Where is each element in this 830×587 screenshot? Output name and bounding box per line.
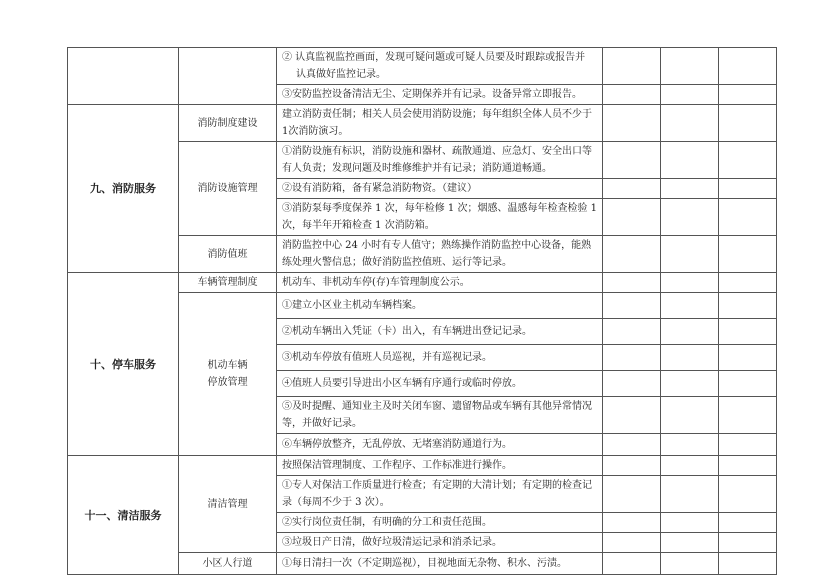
subcategory-fire-duty: 消防值班 bbox=[179, 236, 277, 273]
requirement-cell: ③消防泵每季度保养 1 次，每年检修 1 次；烟感、温感每年检查检验 1 次，每半年开箱检查 1 次消防箱。 bbox=[277, 199, 603, 236]
category-parking-service: 十、停车服务 bbox=[68, 273, 179, 456]
check-cell bbox=[603, 533, 661, 553]
check-cell bbox=[719, 293, 777, 319]
subcategory-line: 机动车辆 bbox=[207, 360, 248, 371]
requirement-cell bbox=[277, 85, 603, 105]
requirement-cell: ①每日清扫一次（不定期巡视），目视地面无杂物、积水、污渍。 bbox=[277, 553, 603, 575]
check-cell bbox=[719, 236, 777, 273]
category-fire-service: 九、消防服务 bbox=[68, 105, 179, 273]
subcategory-cleaning-management: 清洁管理 bbox=[179, 456, 277, 553]
check-cell bbox=[661, 476, 719, 513]
check-cell bbox=[719, 553, 777, 575]
check-cell bbox=[661, 456, 719, 476]
check-cell bbox=[603, 105, 661, 142]
check-cell bbox=[603, 397, 661, 434]
check-cell bbox=[719, 456, 777, 476]
check-cell bbox=[603, 273, 661, 293]
check-cell bbox=[719, 273, 777, 293]
check-cell bbox=[603, 293, 661, 319]
check-cell bbox=[603, 48, 661, 85]
check-cell bbox=[661, 199, 719, 236]
check-cell bbox=[719, 397, 777, 434]
check-cell bbox=[661, 236, 719, 273]
requirement-cell: ⑥车辆停放整齐，无乱停放、无堵塞消防通道行为。 bbox=[277, 434, 603, 456]
check-cell bbox=[661, 273, 719, 293]
check-cell bbox=[719, 48, 777, 85]
check-cell bbox=[603, 236, 661, 273]
requirement-cell: 机动车、非机动车停(存)车管理制度公示。 bbox=[277, 273, 603, 293]
subcategory-cell-empty bbox=[179, 48, 277, 105]
check-cell bbox=[719, 142, 777, 179]
requirement-cell: ②实行岗位责任制，有明确的分工和责任范围。 bbox=[277, 513, 603, 533]
requirement-cell bbox=[277, 48, 603, 85]
category-cell-empty bbox=[68, 48, 179, 105]
check-cell bbox=[661, 85, 719, 105]
requirement-cell: ③机动车停放有值班人员巡视，并有巡视记录。 bbox=[277, 345, 603, 371]
table-row bbox=[68, 273, 777, 293]
check-cell bbox=[719, 85, 777, 105]
check-cell bbox=[719, 179, 777, 199]
requirement-cell: ①消防设施有标识，消防设施和器材、疏散通道、应急灯、安全出口等有人负责；发现问题及时维修维护并有记录；消防通道畅通。 bbox=[277, 142, 603, 179]
check-cell bbox=[661, 105, 719, 142]
check-cell bbox=[661, 371, 719, 397]
check-cell bbox=[719, 371, 777, 397]
table-row bbox=[68, 105, 777, 142]
subcategory-fire-facilities: 消防设施管理 bbox=[179, 142, 277, 236]
check-cell bbox=[603, 179, 661, 199]
requirement-line: ② 认真监视监控画面，发现可疑问题或可疑人员要及时跟踪或报告并 bbox=[282, 52, 586, 63]
check-cell bbox=[661, 319, 719, 345]
check-cell bbox=[719, 513, 777, 533]
check-cell bbox=[603, 142, 661, 179]
check-cell bbox=[661, 179, 719, 199]
check-cell bbox=[661, 345, 719, 371]
requirement-cell: ④值班人员要引导进出小区车辆有序通行或临时停放。 bbox=[277, 371, 603, 397]
check-cell bbox=[661, 434, 719, 456]
requirement-cell: ①专人对保洁工作质量进行检查；有定期的大清计划；有定期的检查记录（每周不少于 3 次）。 bbox=[277, 476, 603, 513]
check-cell bbox=[603, 553, 661, 575]
check-cell bbox=[661, 513, 719, 533]
category-cleaning-service: 十一、清洁服务 bbox=[68, 456, 179, 575]
requirement-cell: ③垃圾日产日清，做好垃圾清运记录和消杀记录。 bbox=[277, 533, 603, 553]
check-cell bbox=[661, 142, 719, 179]
requirement-cell: ①建立小区业主机动车辆档案。 bbox=[277, 293, 603, 319]
requirement-cell: ②机动车辆出入凭证（卡）出入，有车辆进出登记记录。 bbox=[277, 319, 603, 345]
requirement-cell: ⑤及时提醒、通知业主及时关闭车窗、遗留物品或车辆有其他异常情况等，并做好记录。 bbox=[277, 397, 603, 434]
check-cell bbox=[719, 319, 777, 345]
subcategory-vehicle-rules: 车辆管理制度 bbox=[179, 273, 277, 293]
check-cell bbox=[603, 513, 661, 533]
check-cell bbox=[603, 456, 661, 476]
check-cell bbox=[661, 48, 719, 85]
check-cell bbox=[603, 345, 661, 371]
requirement-cell: ②设有消防箱，备有紧急消防物资。（建议） bbox=[277, 179, 603, 199]
table-row bbox=[68, 48, 777, 85]
check-cell bbox=[719, 476, 777, 513]
check-cell bbox=[661, 397, 719, 434]
check-cell bbox=[603, 371, 661, 397]
check-cell bbox=[719, 199, 777, 236]
subcategory-vehicle-parking bbox=[179, 293, 277, 456]
check-cell bbox=[603, 199, 661, 236]
lower-table bbox=[67, 272, 777, 575]
subcategory-fire-system: 消防制度建设 bbox=[179, 105, 277, 142]
check-cell bbox=[603, 476, 661, 513]
check-cell bbox=[603, 85, 661, 105]
check-cell bbox=[661, 293, 719, 319]
table-row bbox=[68, 456, 777, 476]
check-cell bbox=[661, 533, 719, 553]
check-cell bbox=[719, 533, 777, 553]
requirement-cell: 消防监控中心 24 小时有专人值守；熟练操作消防监控中心设备，能熟练处理火警信息；做好消防监控值班、运行等记录。 bbox=[277, 236, 603, 273]
check-cell bbox=[719, 105, 777, 142]
check-cell bbox=[719, 434, 777, 456]
subcategory-line: 停放管理 bbox=[207, 377, 248, 388]
requirement-cell: 按照保洁管理制度、工作程序、工作标准进行操作。 bbox=[277, 456, 603, 476]
requirement-line: ③安防监控设备清洁无尘、定期保养并有记录。设备异常立即报告。 bbox=[282, 89, 582, 100]
check-cell bbox=[719, 345, 777, 371]
requirement-line: 认真做好监控记录。 bbox=[296, 69, 386, 80]
requirement-cell: 建立消防责任制；相关人员会使用消防设施；每年组织全体人员不少于1次消防演习。 bbox=[277, 105, 603, 142]
upper-table bbox=[67, 47, 777, 273]
check-cell bbox=[603, 434, 661, 456]
subcategory-sidewalk: 小区人行道 bbox=[179, 553, 277, 575]
check-cell bbox=[603, 319, 661, 345]
check-cell bbox=[661, 553, 719, 575]
